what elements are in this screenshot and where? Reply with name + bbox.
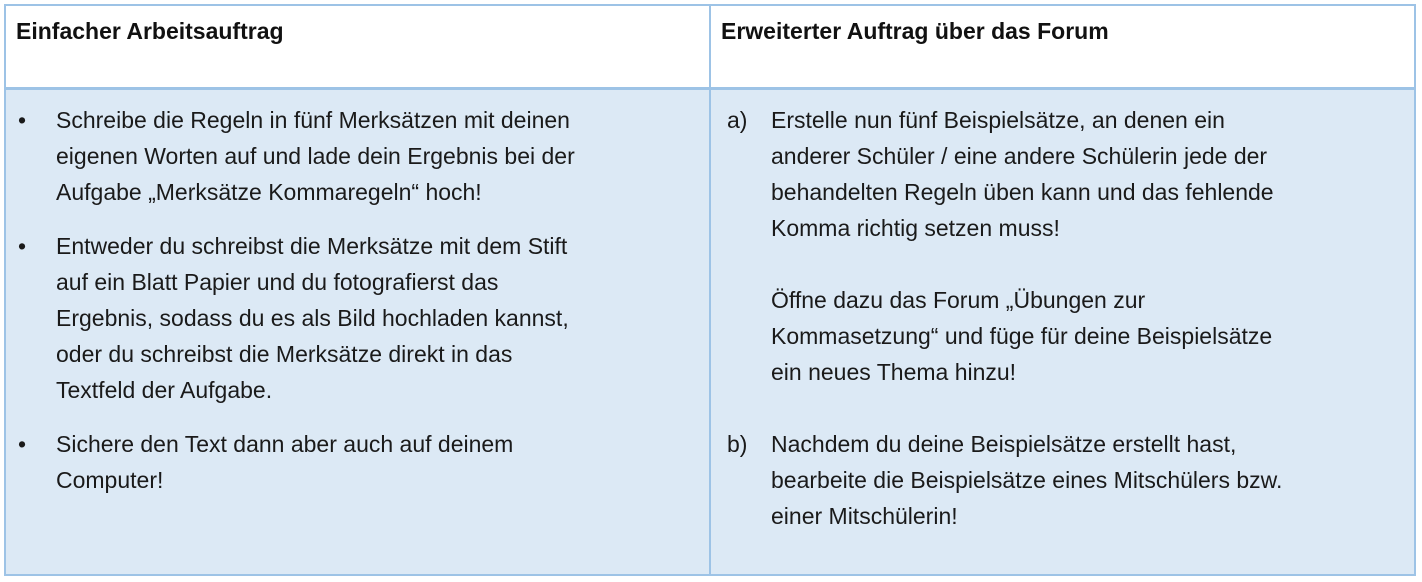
- item-text-line: Sichere den Text dann aber auch auf deinem: [56, 431, 514, 457]
- item-text-line: Kommasetzung“ und füge für deine Beispielsätze: [771, 323, 1273, 349]
- forum-task-header-cell: [711, 6, 1414, 90]
- simple-task-header: Einfacher Arbeitsauftrag: [16, 18, 284, 44]
- item-text-line: eigenen Worten auf und lade dein Ergebnis bei der: [56, 143, 575, 169]
- item-text-line: einer Mitschülerin!: [771, 503, 958, 529]
- item-text-line: Nachdem du deine Beispielsätze erstellt hast,: [771, 431, 1237, 457]
- item-text-line: Aufgabe „Merksätze Kommaregeln“ hoch!: [56, 179, 482, 205]
- item-text-line: Öffne dazu das Forum „Übungen zur: [771, 287, 1146, 313]
- item-text-line: Schreibe die Regeln in fünf Merksätzen mit deinen: [56, 107, 570, 133]
- bullet-icon: •: [18, 431, 27, 457]
- item-text-line: behandelten Regeln üben kann und das fehlende: [771, 179, 1274, 205]
- list-marker-b: b): [727, 431, 748, 457]
- item-text-line: Komma richtig setzen muss!: [771, 215, 1060, 241]
- item-text-line: oder du schreibst die Merksätze direkt in das: [56, 341, 513, 367]
- bullet-icon: •: [18, 233, 27, 259]
- task-table: [4, 4, 1416, 576]
- item-text-line: Entweder du schreibst die Merksätze mit dem Stift: [56, 233, 568, 259]
- simple-task-body: [6, 90, 709, 574]
- item-text-line: auf ein Blatt Papier und du fotografierst das: [56, 269, 499, 295]
- forum-task-column: [711, 6, 1414, 574]
- list-marker-a: a): [727, 107, 748, 133]
- item-text-line: Ergebnis, sodass du es als Bild hochladen kannst,: [56, 305, 569, 331]
- item-text-line: Computer!: [56, 467, 164, 493]
- item-text-line: bearbeite die Beispielsätze eines Mitschülers bzw.: [771, 467, 1283, 493]
- item-text-line: Textfeld der Aufgabe.: [56, 377, 273, 403]
- item-text-line: Erstelle nun fünf Beispielsätze, an denen ein: [771, 107, 1225, 133]
- simple-task-header-cell: [6, 6, 709, 90]
- simple-task-column: [6, 6, 711, 574]
- item-text-line: ein neues Thema hinzu!: [771, 359, 1017, 385]
- forum-task-body: [711, 90, 1414, 574]
- forum-task-header: Erweiterter Auftrag über das Forum: [721, 18, 1109, 44]
- item-text-line: anderer Schüler / eine andere Schülerin jede der: [771, 143, 1268, 169]
- bullet-icon: •: [18, 107, 27, 133]
